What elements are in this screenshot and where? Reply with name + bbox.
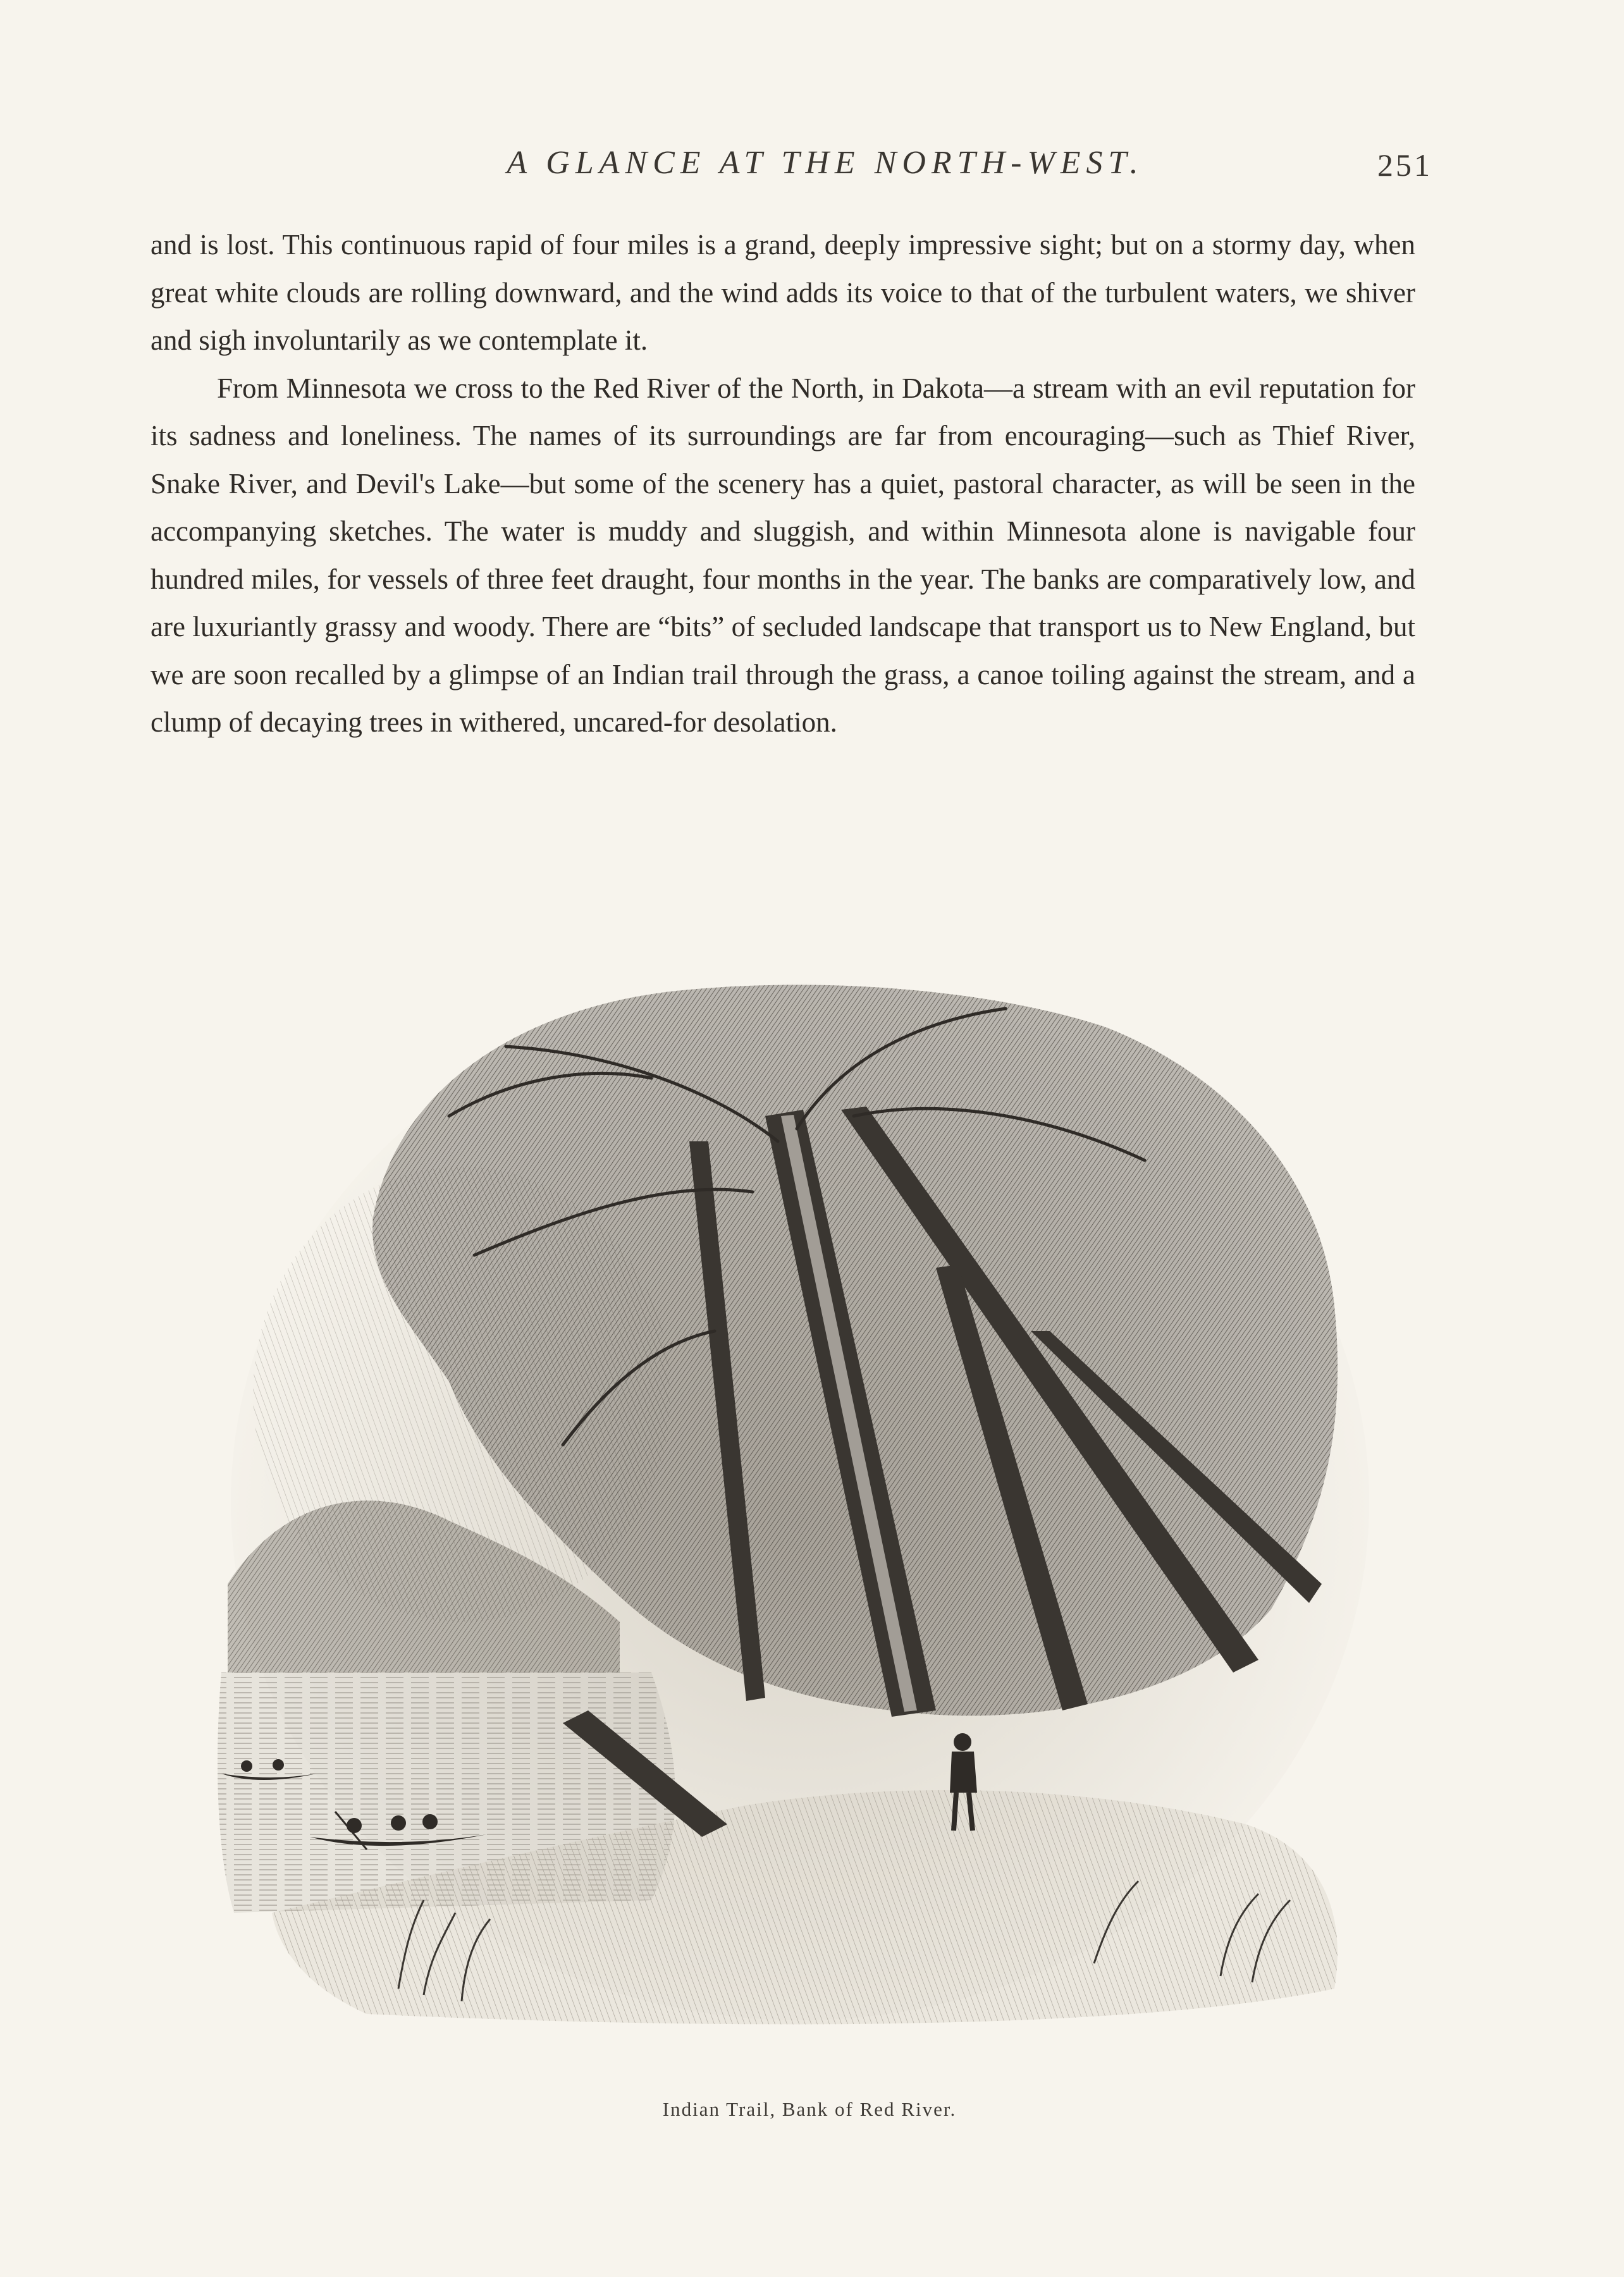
engraving-illustration	[209, 952, 1391, 2039]
paragraph-1: and is lost. This continuous rapid of four miles is a grand, deeply impressive sight; but on a stormy day, when great white clouds are rolling downward, and the wind adds its voice to that of the turbulent waters, we shiver and sigh involuntarily as we contemplate it.	[151, 229, 1415, 356]
running-title: A GLANCE AT THE NORTH-WEST.	[507, 145, 1144, 181]
running-head	[149, 144, 1432, 195]
page-number: 251	[1377, 147, 1432, 183]
body-text	[151, 221, 1415, 747]
engraving-illustration-graphic	[209, 952, 1391, 2039]
paragraph-2: From Minnesota we cross to the Red River of the North, in Dakota—a stream with an evil reputation for its sadness and loneliness. The names of its surroundings are far from encouraging—such as Thief River, Snake River, and Devil's Lake—but some of the scenery has a quiet, pastoral character, as will be seen in the accompanying sketches. The water is muddy and sluggish, and within Minnesota alone is navigable four hundred miles, for vessels of three feet draught, four months in the year. The banks are comparatively low, and are luxuriantly grassy and woody. There are “bits” of secluded landscape that transport us to New England, but we are soon recalled by a glimpse of an Indian trail through the grass, a canoe toiling against the stream, and a clump of decaying trees in withered, uncared-for desolation.	[151, 372, 1415, 738]
figure-caption: Indian Trail, Bank of Red River.	[662, 2098, 957, 2120]
